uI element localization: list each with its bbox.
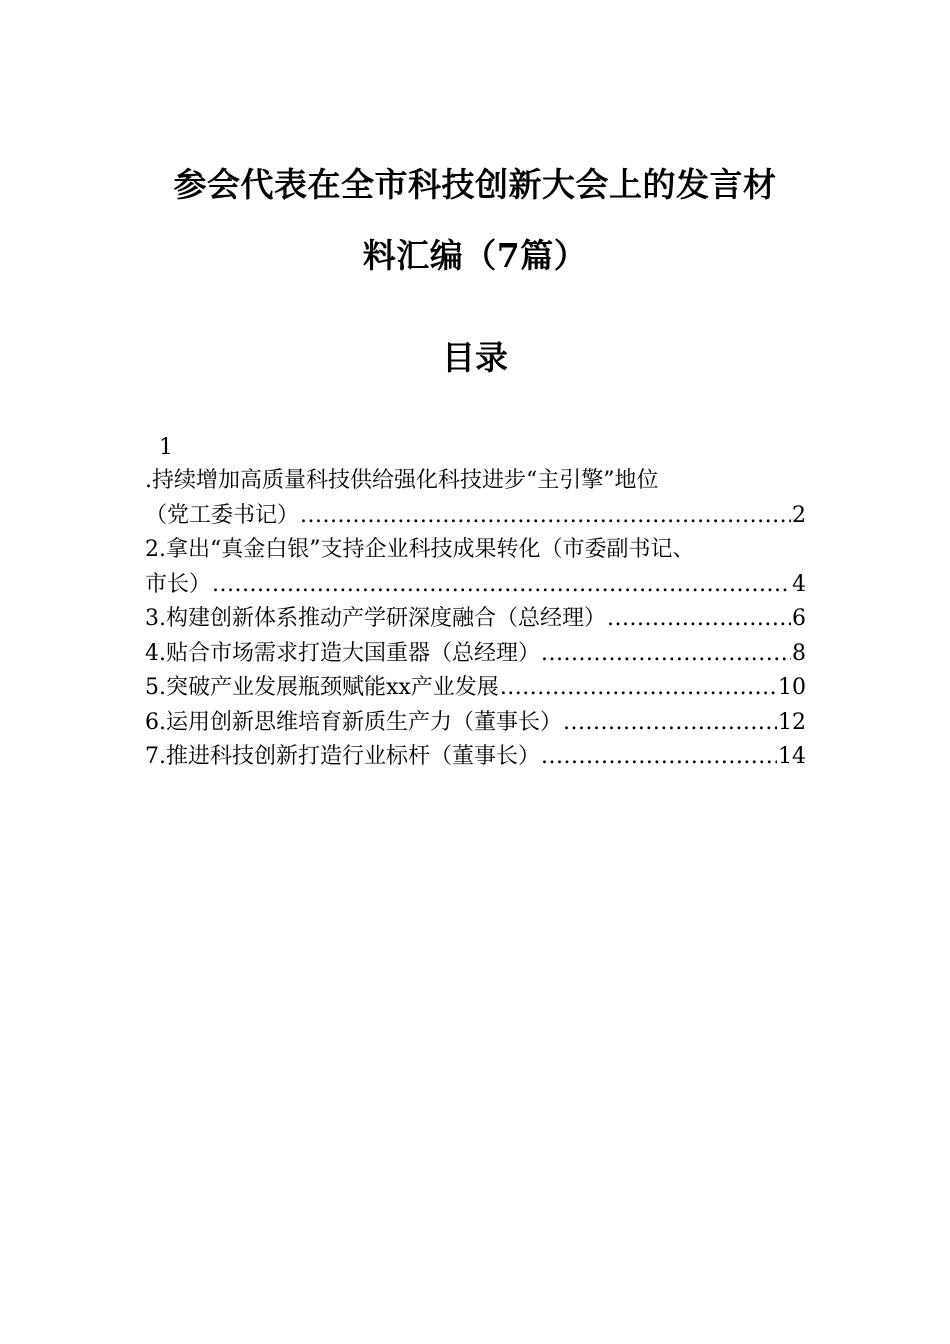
toc-entry-6-page: 12 (778, 709, 806, 735)
toc-entry-4-page: 8 (792, 640, 806, 666)
document-title-line-2: 料汇编（7篇） (362, 236, 588, 275)
toc-entry-5-title: 5.突破产业发展瓶颈赋能xx产业发展 (145, 675, 499, 700)
toc-entry-1[interactable] (145, 432, 806, 533)
toc-entry-6-title: 6.运用创新思维培育新质生产力（董事长） (145, 709, 562, 735)
toc-entry-5[interactable] (145, 671, 806, 706)
toc-entry-5-line (145, 671, 806, 706)
toc-entry-2-title-continued: 市长） (145, 571, 212, 597)
toc-entry-1-title: .持续增加高质量科技供给强化科技进步“主引擎”地位 (145, 468, 659, 493)
toc-entry-3-title: 3.构建创新体系推动产学研深度融合（总经理） (145, 606, 606, 631)
toc-entry-4-title: 4.贴合市场需求打造大国重器（总经理） (145, 640, 540, 666)
toc-entry-6[interactable] (145, 706, 806, 741)
toc-entry-3-line (145, 602, 806, 637)
toc-entry-2-title: 2.拿出“真金白银”支持企业科技成果转化（市委副书记、 (145, 537, 695, 562)
toc-entry-5-page: 10 (778, 675, 806, 700)
toc-entry-2-line-1 (145, 533, 806, 568)
toc-entry-7[interactable] (145, 740, 806, 775)
toc-entry-1-number: 1 (159, 435, 173, 460)
toc-leader-dots (500, 671, 777, 706)
toc-entry-2-page: 4 (792, 571, 806, 597)
toc-leader-dots (541, 740, 777, 775)
toc-entry-2[interactable] (145, 533, 806, 602)
toc-heading: 目录 (442, 338, 508, 377)
toc-entry-3[interactable] (145, 602, 806, 637)
toc-entry-7-page: 14 (778, 744, 806, 769)
toc-leader-dots (212, 568, 791, 603)
toc-leader-dots (541, 637, 791, 672)
toc-entry-1-line-2 (145, 499, 806, 534)
toc-leader-dots (563, 706, 777, 741)
table-of-contents (145, 432, 806, 775)
toc-entry-2-line-2 (145, 568, 806, 603)
toc-entry-6-line (145, 706, 806, 741)
toc-entry-7-line (145, 740, 806, 775)
toc-leader-dots (300, 499, 791, 534)
toc-entry-4[interactable] (145, 637, 806, 672)
toc-entry-1-line-1 (145, 464, 806, 499)
document-title-line-1: 参会代表在全市科技创新大会上的发言材 (173, 165, 777, 204)
toc-entry-1-title-continued: （党工委书记） (145, 502, 300, 528)
toc-leader-dots (607, 602, 791, 637)
toc-entry-3-page: 6 (792, 606, 806, 631)
toc-entry-1-page: 2 (792, 502, 806, 528)
toc-entry-7-title: 7.推进科技创新打造行业标杆（董事长） (145, 744, 540, 769)
toc-entry-4-line (145, 637, 806, 672)
